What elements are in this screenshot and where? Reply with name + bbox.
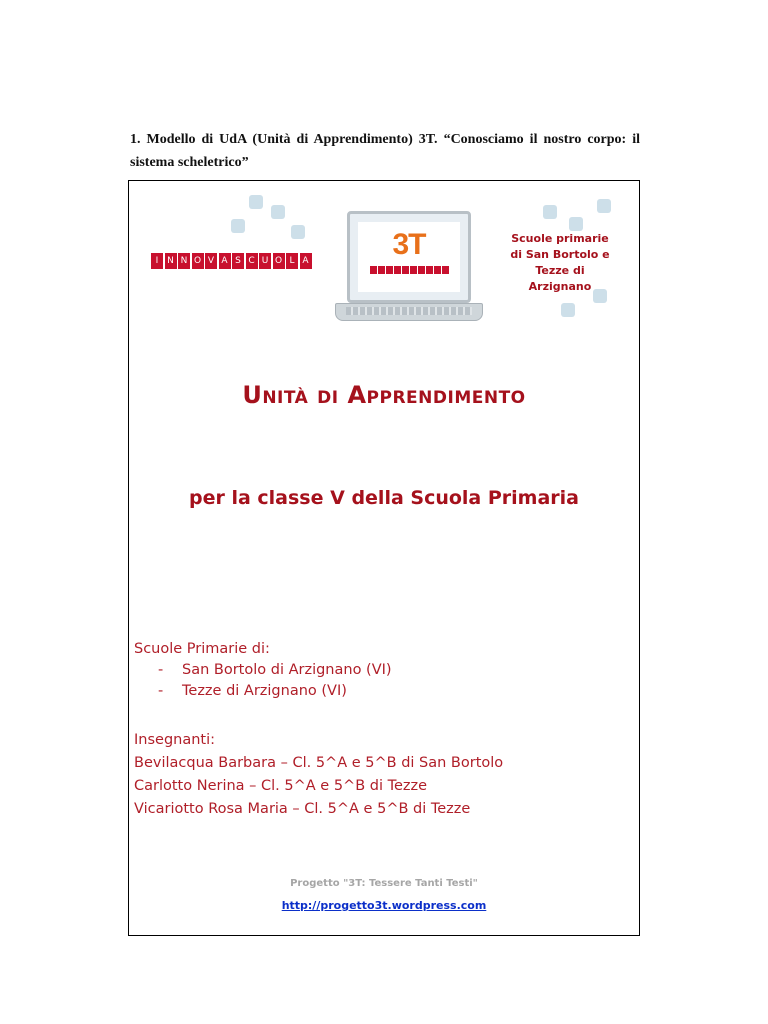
schools-list xyxy=(134,660,392,702)
schools-banner-text xyxy=(504,231,616,295)
logo-letter: N xyxy=(178,253,190,269)
logo-letter: I xyxy=(151,253,163,269)
logo-letter: A xyxy=(300,253,312,269)
3t-logo: 3T xyxy=(392,228,426,261)
laptop-icon xyxy=(347,211,471,303)
laptop-keyboard xyxy=(335,303,483,321)
list-item: - San Bortolo di Arzignano (VI) xyxy=(158,662,392,678)
puzzle-piece-icon xyxy=(231,219,245,233)
list-item: - Tezze di Arzignano (VI) xyxy=(158,683,347,699)
puzzle-piece-icon xyxy=(543,205,557,219)
schools-section xyxy=(134,639,392,702)
logo-letter: O xyxy=(192,253,204,269)
logo-letter: U xyxy=(259,253,271,269)
header-banner xyxy=(149,191,619,326)
school-name: San Bortolo di Arzignano (VI) xyxy=(182,662,392,678)
cover-page-frame xyxy=(128,180,640,936)
teachers-label: Insegnanti: xyxy=(134,732,216,748)
project-link-wrap xyxy=(129,899,639,912)
puzzle-piece-icon xyxy=(569,217,583,231)
teachers-section xyxy=(134,729,503,821)
banner-line: Scuole primarie xyxy=(511,232,609,245)
cover-subtitle: per la classe V della Scuola Primaria xyxy=(188,487,579,509)
puzzle-piece-icon xyxy=(597,199,611,213)
logo-letter: A xyxy=(219,253,231,269)
3t-logo-strip xyxy=(366,266,452,274)
logo-letter: N xyxy=(165,253,177,269)
school-name: Tezze di Arzignano (VI) xyxy=(182,683,347,699)
cover-title: Unità di Apprendimento xyxy=(242,381,526,409)
logo-letter: C xyxy=(246,253,258,269)
innovascuola-logo xyxy=(151,253,313,269)
puzzle-piece-icon xyxy=(249,195,263,209)
logo-letter: S xyxy=(232,253,244,269)
logo-letter: V xyxy=(205,253,217,269)
teacher-line: Carlotto Nerina – Cl. 5^A e 5^B di Tezze xyxy=(134,778,428,794)
banner-line: Tezze di Arzignano xyxy=(528,264,592,293)
teacher-line: Bevilacqua Barbara – Cl. 5^A e 5^B di San Bortolo xyxy=(134,755,504,771)
logo-letter: L xyxy=(286,253,298,269)
project-link[interactable]: http://progetto3t.wordpress.com xyxy=(281,899,487,912)
schools-label: Scuole Primarie di: xyxy=(134,641,270,657)
document-heading: 1. Modello di UdA (Unità di Apprendimento) 3T. “Conosciamo il nostro corpo: il sistema scheletrico” xyxy=(130,132,640,170)
puzzle-piece-icon xyxy=(271,205,285,219)
puzzle-piece-icon xyxy=(291,225,305,239)
logo-letter: O xyxy=(273,253,285,269)
teacher-line: Vicariotto Rosa Maria – Cl. 5^A e 5^B di Tezze xyxy=(134,801,471,817)
project-name: Progetto "3T: Tessere Tanti Testi" xyxy=(290,878,478,889)
puzzle-piece-icon xyxy=(561,303,575,317)
banner-line: di San Bortolo e xyxy=(510,248,610,261)
